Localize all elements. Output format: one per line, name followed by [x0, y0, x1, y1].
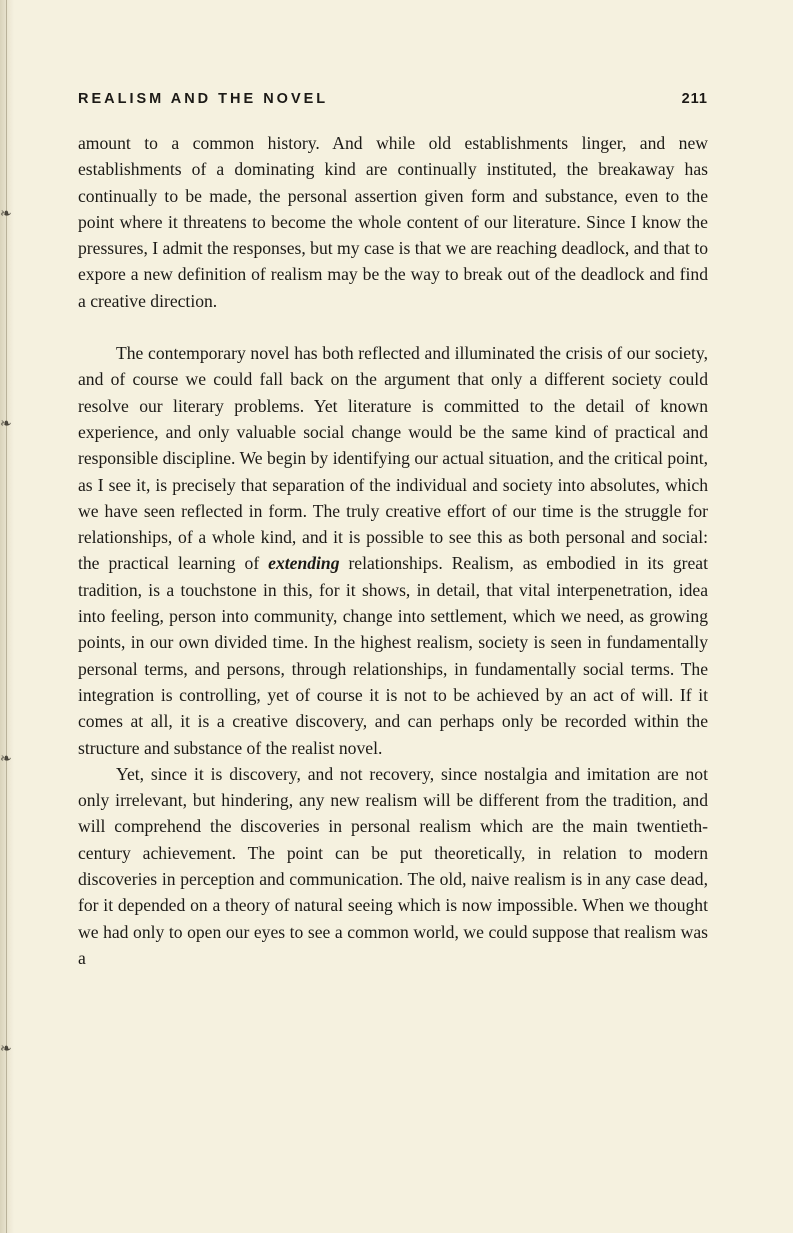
paragraph-2-before: The contemporary novel has both reflected and illuminated the crisis of our society, and of course we could fall back on the argument that only a different society could resolve our literary problems. Yet literature is committed to the detail of known experience, and only valuable social change would be the same kind of practical and responsible discipline. We begin by identifying our actual situation, and the critical point, as I see it, is precisely that separation of the individual and society into absolutes, which we have seen reflected in form. The truly creative effort of our time is the struggle for relationships, of a whole kind, and it is possible to see this as both personal and social: the practical learning of [78, 343, 708, 574]
paragraph-2-after: relationships. Realism, as embodied in its great tradition, is a touchstone in this, for it shows, in detail, that vital interpenetration, idea into feeling, person into community, change into settlement, which we need, as growing points, in our own divided time. In the highest realism, society is seen in fundamentally personal terms, and persons, through relationships, in fundamentally social terms. The integration is controlling, yet of course it is not to be achieved by an act of will. If it comes at all, it is a creative discovery, and can perhaps only be recorded within the structure and substance of the realist novel. [78, 553, 708, 758]
paragraph-3: Yet, since it is discovery, and not recovery, since nostalgia and imitation are not only irrelevant, but hindering, any new realism will be different from the tradition, and will comprehend the discoveries in personal realism which are the main twentieth-century achievement. The point can be put theoretically, in relation to modern discoveries in perception and communication. The old, naive realism is in any case dead, for it depended on a theory of natural seeing which is now impossible. When we thought we had only to open our eyes to see a common world, we could suppose that realism was a [78, 763, 708, 968]
gutter-mark-4: ❧ [0, 1042, 12, 1057]
body-text [78, 130, 708, 971]
paragraph-1: amount to a common history. And while old establishments linger, and new establishments of a dominating kind are continually instituted, the breakaway has continually to be made, the personal assertion given form and substance, even to the point where it threatens to become the whole content of our literature. Since I know the pressures, I admit the responses, but my case is that we are reaching deadlock, and that to expore a new definition of realism may be the way to break out of the deadlock and find a creative direction. [78, 133, 708, 311]
paragraph-2 [78, 340, 708, 761]
gutter-mark-1: ❧ [0, 207, 12, 222]
running-head [78, 91, 708, 111]
chapter-title: REALISM AND THE NOVEL [78, 91, 329, 107]
page-number: 211 [681, 91, 708, 107]
gutter-mark-2: ❧ [0, 417, 12, 432]
gutter-mark-3: ❧ [0, 752, 12, 767]
emphasis-extending: extending [268, 553, 340, 574]
